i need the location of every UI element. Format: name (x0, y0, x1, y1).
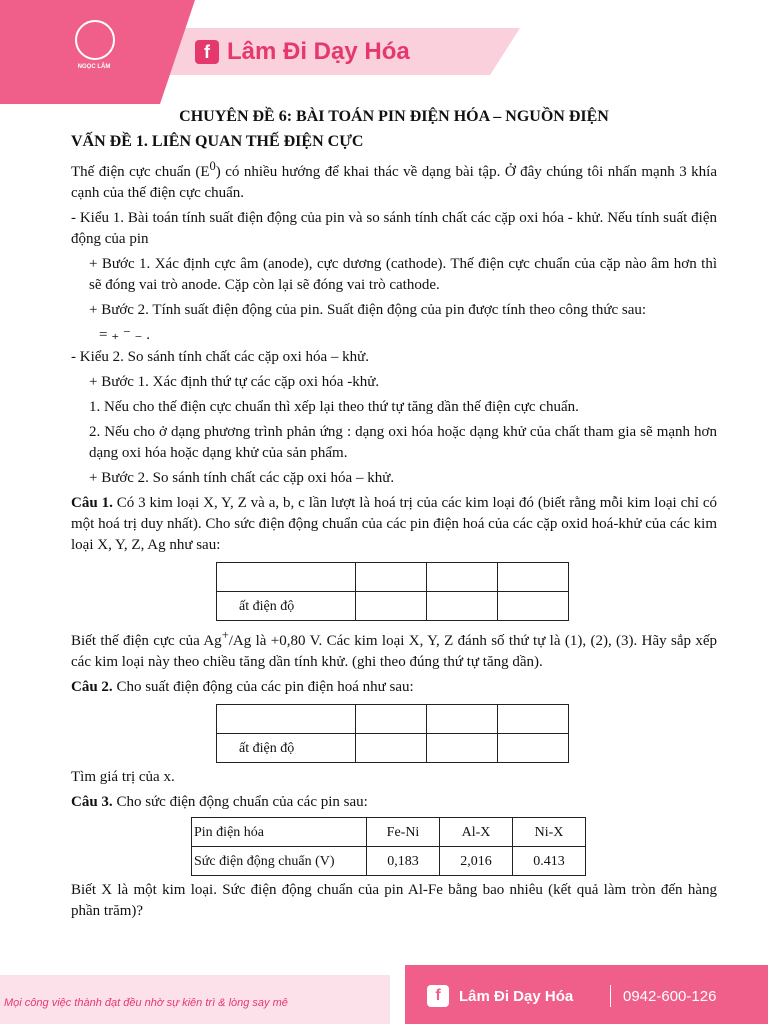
footer-brand (427, 985, 573, 1007)
question-2-text: Cho suất điện động của các pin điện hoá như sau: (112, 679, 414, 695)
table-cell (427, 705, 498, 734)
question-2-table (216, 704, 569, 763)
table-cell (427, 734, 498, 763)
question-1-followup (71, 625, 717, 673)
table-cell: 2,016 (440, 847, 513, 876)
footer-brand-name: Lâm Đi Dạy Hóa (459, 987, 574, 1005)
page-header (0, 0, 768, 105)
table-cell: ất điện độ (217, 592, 356, 621)
table-header-row (192, 818, 586, 847)
facebook-icon: f (427, 985, 449, 1007)
question-3-followup: Biết X là một kim loại. Sức điện động chuẩn của pin Al-Fe bằng bao nhiêu (kết quả làm tròn đến hàng phần trăm)? (71, 882, 717, 919)
table-cell (498, 563, 569, 592)
table-header: Fe-Ni (367, 818, 440, 847)
question-1-table (216, 562, 569, 621)
table-cell (356, 563, 427, 592)
table-cell: 0.413 (513, 847, 586, 876)
table-cell: 0,183 (367, 847, 440, 876)
q1-after-b: /Ag là +0,80 V. Các kim loại X, Y, Z đánh số thứ tự là (1), (2), (3). Hãy sắp xếp các kim loại này theo chiều tăng dần tính khử. (ghi theo đúng thứ tự tăng dần). (71, 633, 717, 670)
flask-logo-icon (75, 20, 115, 60)
question-3-text: Cho sức điện động chuẩn của các pin sau: (112, 794, 368, 810)
kieu1-step2: + Bước 2. Tính suất điện động của pin. Suất điện động của pin được tính theo công thức sau: (89, 302, 647, 318)
table-cell (498, 705, 569, 734)
footer-brand-band (405, 965, 768, 1024)
table-cell (217, 563, 356, 592)
question-3-label: Câu 3. (71, 794, 113, 810)
header-brand (195, 30, 410, 74)
intro-sup: 0 (209, 159, 216, 173)
document-body (71, 103, 717, 926)
q1-after-a: Biết thế điện cực của Ag (71, 633, 222, 649)
table-cell: Sức điện động chuẩn (V) (192, 847, 367, 876)
table-cell (427, 563, 498, 592)
table-cell (498, 734, 569, 763)
table-row (192, 847, 586, 876)
kieu2-note2: 2. Nếu cho ở dạng phương trình phản ứng : dạng oxi hóa hoặc dạng khử của chất tham gia sẽ mạnh hơn dạng oxi hóa hoặc dạng khử của sản phẩm. (89, 424, 717, 461)
question-2 (71, 677, 717, 698)
intro-paragraph (71, 156, 717, 204)
intro-text-b: ) có nhiều hướng để khai thác về dạng bài tập. Ở đây chúng tôi nhấn mạnh 3 khía cạnh của thế điện cực chuẩn. (71, 164, 717, 201)
question-3-table (191, 817, 586, 876)
page-footer (0, 965, 768, 1024)
table-cell (356, 592, 427, 621)
question-1-text: Có 3 kim loại X, Y, Z và a, b, c lần lượt là hoá trị của các kim loại đó (biết rằng mỗi kim loại chỉ có một hoá trị duy nhất). Cho sức điện động chuẩn của các pin điện hoá của các cặp oxid hoá-khử của các kim loại X, Y, Z, Ag như sau: (71, 495, 717, 553)
table-header: Ni-X (513, 818, 586, 847)
table-header: Pin điện hóa (192, 818, 367, 847)
table-row (217, 705, 569, 734)
question-1-label: Câu 1. (71, 495, 113, 511)
table-cell (356, 734, 427, 763)
question-1 (71, 493, 717, 556)
footer-slogan: Mọi công việc thành đạt đều nhờ sự kiên trì & lòng say mê (4, 997, 288, 1009)
question-3 (71, 792, 717, 813)
header-title: Lâm Đi Dạy Hóa (227, 38, 410, 65)
kieu1-step1: + Bước 1. Xác định cực âm (anode), cực dương (cathode). Thế điện cực chuẩn của cặp nào âm hơn thì sẽ đóng vai trò anode. Cặp còn lại sẽ đóng vai trò cathode. (89, 256, 717, 293)
footer-divider (610, 985, 611, 1007)
chapter-title: CHUYÊN ĐỀ 6: BÀI TOÁN PIN ĐIỆN HÓA – NGUỒN ĐIỆN (179, 108, 609, 125)
table-row (217, 563, 569, 592)
intro-text-a: Thế điện cực chuẩn (E (71, 164, 210, 180)
footer-phone: 0942-600-126 (623, 988, 717, 1005)
table-cell: ất điện độ (217, 734, 356, 763)
q1-after-sup: + (221, 628, 229, 642)
kieu1-paragraph: - Kiểu 1. Bài toán tính suất điện động của pin và so sánh tính chất các cặp oxi hóa - khử. Nếu tính suất điện động của pin (71, 210, 717, 247)
emf-formula: = ₊ ⁻ ₋ . (99, 327, 150, 343)
kieu2-step1: + Bước 1. Xác định thứ tự các cặp oxi hóa -khử. (89, 374, 380, 390)
footer-slogan-band (0, 975, 390, 1024)
kieu2-paragraph: - Kiểu 2. So sánh tính chất các cặp oxi hóa – khử. (71, 349, 370, 365)
table-row (217, 734, 569, 763)
kieu2-note1: 1. Nếu cho thế điện cực chuẩn thì xếp lại theo thứ tự tăng dần thế điện cực chuẩn. (89, 399, 579, 415)
table-cell (427, 592, 498, 621)
section-heading: VẤN ĐỀ 1. LIÊN QUAN THẾ ĐIỆN CỰC (71, 133, 364, 150)
table-cell (217, 705, 356, 734)
facebook-icon: f (195, 40, 219, 64)
question-2-label: Câu 2. (71, 679, 113, 695)
table-header: Al-X (440, 818, 513, 847)
logo-text: NGỌC LÂM (77, 64, 111, 70)
question-2-followup: Tìm giá trị của x. (71, 769, 175, 785)
table-cell (356, 705, 427, 734)
table-cell (498, 592, 569, 621)
kieu2-step2: + Bước 2. So sánh tính chất các cặp oxi hóa – khử. (89, 470, 395, 486)
table-row (217, 592, 569, 621)
